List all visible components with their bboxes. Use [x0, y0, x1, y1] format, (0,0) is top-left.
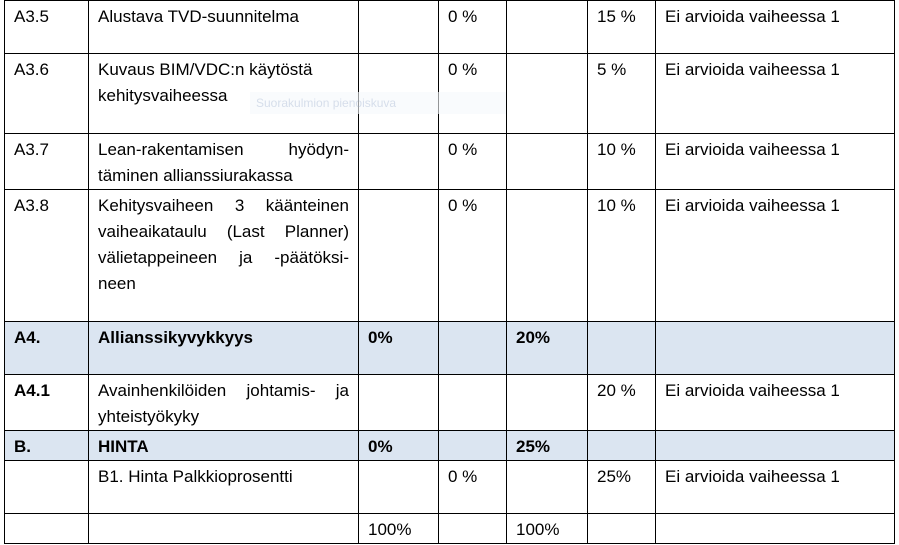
row-description: B1. Hinta Palkkioprosentti [89, 461, 359, 514]
cell-col3: 0% [359, 431, 439, 461]
cell-weight: 25% [588, 461, 656, 514]
cell-col3 [359, 134, 439, 190]
ghost-tooltip: Suorakulmion pienoiskuva [250, 92, 506, 114]
cell-col4: 0 % [439, 54, 507, 134]
cell-col3 [359, 190, 439, 322]
cell-weight [588, 514, 656, 544]
row-id: A3.5 [5, 1, 89, 54]
cell-col4 [439, 514, 507, 544]
table-row [5, 375, 895, 431]
cell-col4: 0 % [439, 1, 507, 54]
cell-col4: 0 % [439, 461, 507, 514]
row-description: Lean-rakentamisen hyödyn-täminen allianssiurakassa [89, 134, 359, 190]
cell-col5 [507, 375, 588, 431]
total-col3: 100% [359, 514, 439, 544]
cell-weight [588, 322, 656, 375]
cell-col3: 0% [359, 322, 439, 375]
cell-col4 [439, 322, 507, 375]
cell-note [656, 431, 895, 461]
cell-weight: 5 % [588, 54, 656, 134]
evaluation-table [4, 0, 895, 544]
cell-note: Ei arvioida vaiheessa 1 [656, 54, 895, 134]
cell-col5 [507, 1, 588, 54]
cell-col5 [507, 461, 588, 514]
row-id: A3.6 [5, 54, 89, 134]
cell-note: Ei arvioida vaiheessa 1 [656, 461, 895, 514]
row-description: Kuvaus BIM/VDC:n käytöstä kehitysvaiheessa [89, 54, 359, 134]
row-id: A3.7 [5, 134, 89, 190]
cell-col3 [359, 461, 439, 514]
section-row [5, 431, 895, 461]
cell-col5: 25% [507, 431, 588, 461]
table-row [5, 461, 895, 514]
cell-col4: 0 % [439, 190, 507, 322]
total-col5: 100% [507, 514, 588, 544]
row-description: Kehitysvaiheen 3 käänteinen vaiheaikataulu (Last Planner) välietappeineen ja -päätöksi-neen [89, 190, 359, 322]
cell-note [656, 514, 895, 544]
row-id: A4.1 [5, 375, 89, 431]
row-description: Alustava TVD-suunnitelma [89, 1, 359, 54]
cell-note: Ei arvioida vaiheessa 1 [656, 134, 895, 190]
cell-col3 [359, 1, 439, 54]
section-title: HINTA [89, 431, 359, 461]
table-row [5, 134, 895, 190]
cell-weight: 20 % [588, 375, 656, 431]
section-row [5, 322, 895, 375]
table-row [5, 1, 895, 54]
section-id: A4. [5, 322, 89, 375]
cell-col4 [439, 375, 507, 431]
cell-col5 [507, 190, 588, 322]
section-id: B. [5, 431, 89, 461]
cell-note: Ei arvioida vaiheessa 1 [656, 375, 895, 431]
cell-weight: 15 % [588, 1, 656, 54]
cell-col4 [439, 431, 507, 461]
cell-weight: 10 % [588, 134, 656, 190]
cell-col4: 0 % [439, 134, 507, 190]
row-id [5, 461, 89, 514]
row-description [89, 514, 359, 544]
cell-note: Ei arvioida vaiheessa 1 [656, 1, 895, 54]
cell-note: Ei arvioida vaiheessa 1 [656, 190, 895, 322]
row-id [5, 514, 89, 544]
row-id: A3.8 [5, 190, 89, 322]
cell-weight: 10 % [588, 190, 656, 322]
cell-col5: 20% [507, 322, 588, 375]
cell-col3 [359, 375, 439, 431]
row-description: Avainhenkilöiden johtamis- ja yhteistyökyky [89, 375, 359, 431]
cell-col5 [507, 134, 588, 190]
section-title: Allianssikyvykkyys [89, 322, 359, 375]
cell-weight [588, 431, 656, 461]
cell-col5 [507, 54, 588, 134]
cell-note [656, 322, 895, 375]
table-row [5, 190, 895, 322]
total-row [5, 514, 895, 544]
